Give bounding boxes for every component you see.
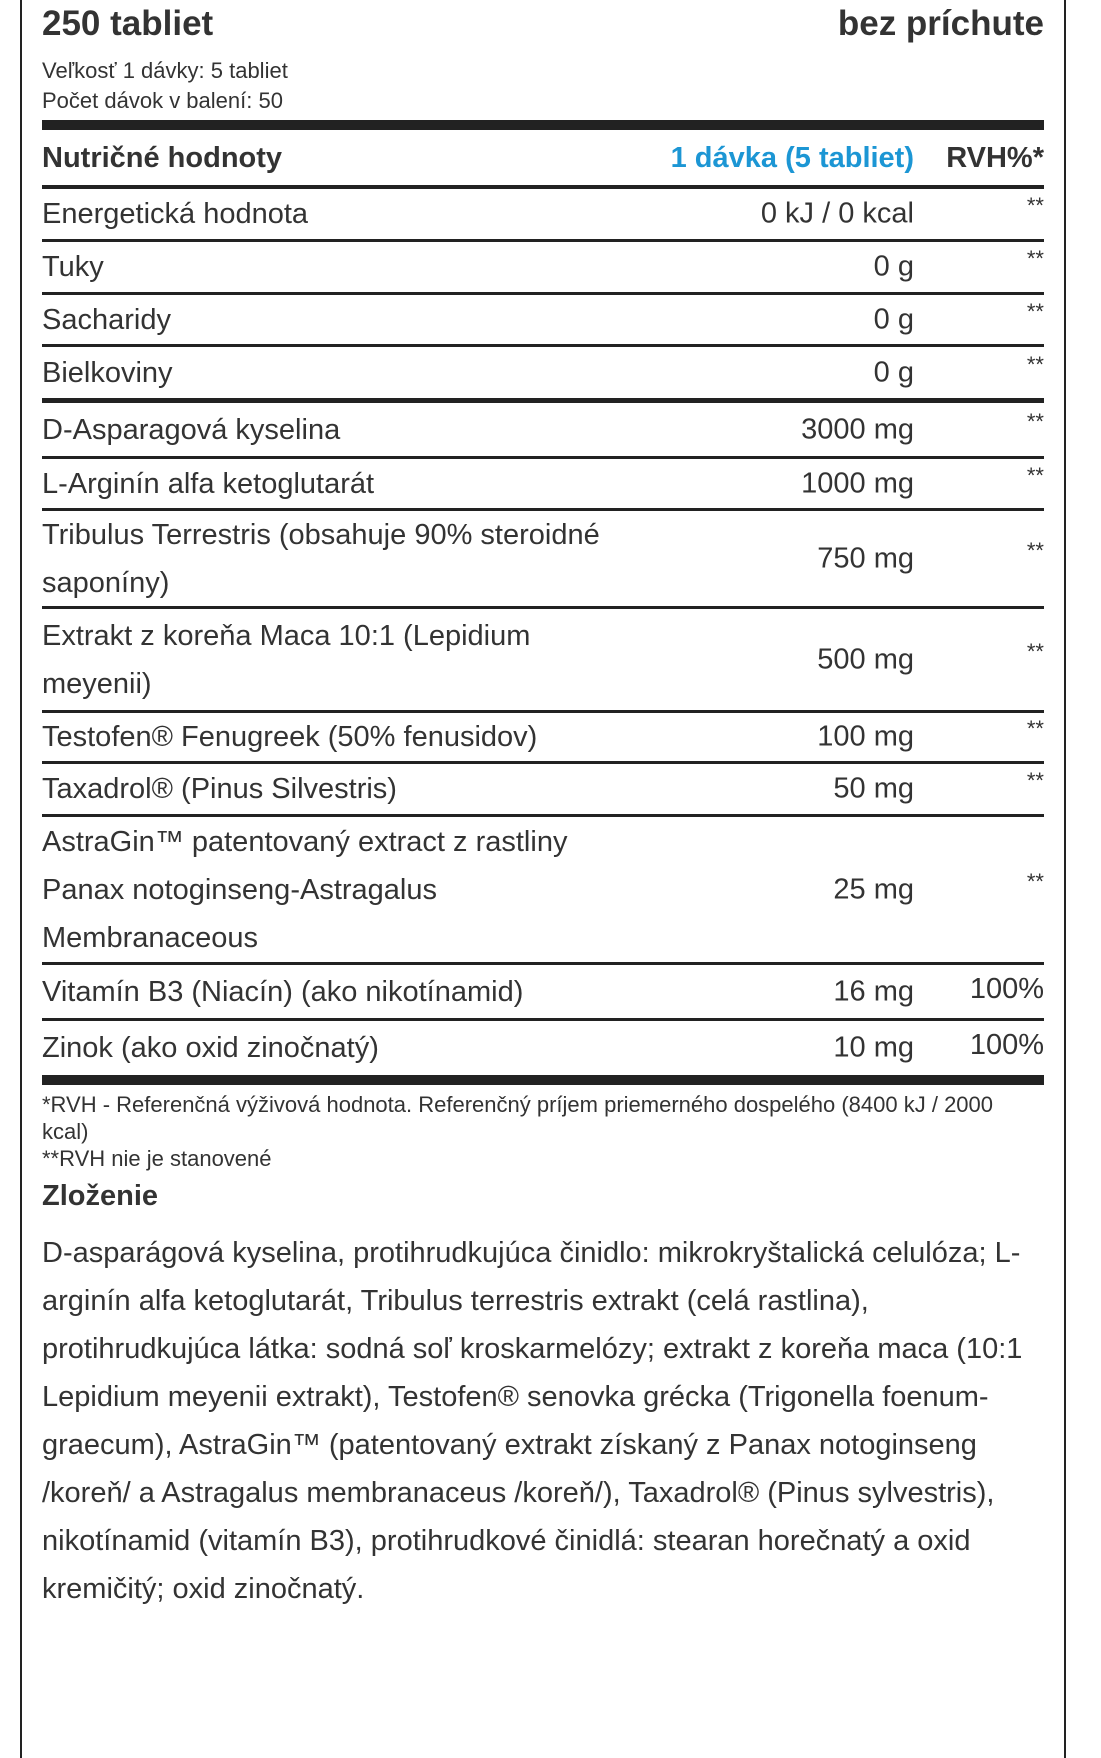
nutrient-rvh: ** bbox=[1026, 298, 1044, 324]
nutrient-amount: 100 mg bbox=[817, 720, 914, 753]
table-header bbox=[42, 130, 1044, 185]
composition-text: D-asparágová kyselina, protihrudkujúca činidlo: mikrokryštalická celulóza; L-arginín alfa ketoglutarát, Tribulus terrestris extrakt (celá rastlina), protihrudkujúca látka: sodná soľ kroskarmelózy; extrakt z koreňa maca (10:1 Lepidium meyenii extrakt), Testofen® senovka grécka (Trigonella foenum-graecum), AstraGin™ (patentovaný extrakt získaný z Panax notoginseng /koreň/ a Astragalus membranaceus /koreň/), Taxadrol® (Pinus sylvestris), nikotínamid (vitamín B3), protihrudkové činidlá: stearan horečnatý a oxid kremičitý; oxid zinočnatý. bbox=[42, 1237, 1023, 1605]
nutrient-name: Vitamín B3 (Niacín) (ako nikotínamid) bbox=[42, 975, 524, 1008]
table-row bbox=[42, 965, 1044, 1021]
nutrient-name: L-Arginín alfa ketoglutarát bbox=[42, 467, 375, 500]
nutrient-rvh: ** bbox=[1026, 408, 1044, 434]
composition-heading: Zloženie bbox=[42, 1180, 159, 1212]
nutrient-rvh: ** bbox=[1026, 351, 1044, 377]
nutrient-name: AstraGin™ patentovaný extract z rastliny Panax notoginseng-Astragalus Membranaceous bbox=[42, 825, 568, 954]
nutrient-name: Zinok (ako oxid zinočnatý) bbox=[42, 1032, 379, 1064]
nutrient-name: Extrakt z koreňa Maca 10:1 (Lepidium meyenii) bbox=[42, 619, 531, 700]
nutrient-amount: 0 g bbox=[873, 356, 914, 388]
nutrient-name: D-Asparagová kyselina bbox=[42, 413, 341, 446]
table-row bbox=[42, 403, 1044, 459]
table-row bbox=[42, 347, 1044, 403]
nutrient-name: Taxadrol® (Pinus Silvestris) bbox=[42, 773, 397, 805]
nutrient-amount: 0 g bbox=[873, 250, 914, 283]
nutrient-rvh: ** bbox=[1026, 462, 1044, 488]
serving-info bbox=[42, 56, 1044, 116]
nutrient-amount: 16 mg bbox=[833, 975, 914, 1007]
table-row bbox=[42, 189, 1044, 242]
flavour: bez príchute bbox=[837, 4, 1044, 43]
table-row bbox=[42, 764, 1044, 817]
nutrient-name: Bielkoviny bbox=[42, 356, 173, 389]
rvh-column-header: RVH%* bbox=[946, 142, 1044, 174]
nutrient-rvh: ** bbox=[1026, 638, 1044, 664]
nutrient-rvh: ** bbox=[1026, 868, 1044, 894]
table-row bbox=[42, 817, 1044, 965]
nutrient-name: Sacharidy bbox=[42, 303, 171, 336]
nutrient-rvh: ** bbox=[1026, 193, 1044, 219]
nutrient-amount: 3000 mg bbox=[801, 413, 914, 445]
nutrient-name: Testofen® Fenugreek (50% fenusidov) bbox=[42, 721, 538, 753]
nutrition-label-panel bbox=[20, 0, 1066, 1758]
rvh-not-set-footnote: **RVH nie je stanovené bbox=[42, 1146, 272, 1171]
table-row bbox=[42, 1021, 1044, 1075]
nutrient-rvh: ** bbox=[1026, 246, 1044, 272]
nutrient-amount: 750 mg bbox=[817, 542, 914, 574]
table-title: Nutričné hodnoty bbox=[42, 142, 283, 174]
nutrient-amount: 25 mg bbox=[833, 873, 914, 905]
divider-thick bbox=[42, 1075, 1044, 1085]
package-size: 250 tabliet bbox=[42, 4, 214, 43]
nutrient-amount: 0 g bbox=[873, 303, 914, 335]
nutrient-amount: 500 mg bbox=[817, 643, 914, 675]
table-row bbox=[42, 511, 1044, 609]
nutrient-name: Tuky bbox=[42, 251, 104, 283]
nutrient-name: Tribulus Terrestris (obsahuje 90% steroidné saponíny) bbox=[42, 518, 600, 599]
nutrient-rvh: ** bbox=[1026, 716, 1044, 742]
nutrient-rvh: ** bbox=[1026, 768, 1044, 794]
table-row bbox=[42, 295, 1044, 347]
nutrient-amount: 10 mg bbox=[833, 1031, 914, 1064]
divider-thick bbox=[42, 120, 1044, 130]
table-row bbox=[42, 713, 1044, 764]
rvh-footnote: *RVH - Referenčná výživová hodnota. Referenčný príjem priemerného dospelého (8400 kJ / 2000 kcal) bbox=[42, 1092, 994, 1144]
serving-size: Veľkosť 1 dávky: 5 tabliet bbox=[42, 58, 288, 83]
servings-per-pack: Počet dávok v balení: 50 bbox=[42, 88, 283, 113]
nutrient-amount: 1000 mg bbox=[801, 467, 914, 499]
nutrient-rvh: ** bbox=[1026, 537, 1044, 563]
nutrition-label-content bbox=[42, 0, 1044, 1613]
label-header bbox=[42, 4, 1044, 46]
nutrient-name: Energetická hodnota bbox=[42, 198, 309, 230]
nutrient-amount: 50 mg bbox=[833, 772, 914, 805]
nutrient-rvh: 100% bbox=[969, 1028, 1044, 1061]
table-row bbox=[42, 459, 1044, 511]
table-row bbox=[42, 242, 1044, 295]
nutrient-rvh: 100% bbox=[969, 972, 1044, 1005]
nutrient-amount: 0 kJ / 0 kcal bbox=[760, 197, 914, 230]
table-row bbox=[42, 609, 1044, 713]
serving-column-header: 1 dávka (5 tabliet) bbox=[670, 142, 914, 174]
